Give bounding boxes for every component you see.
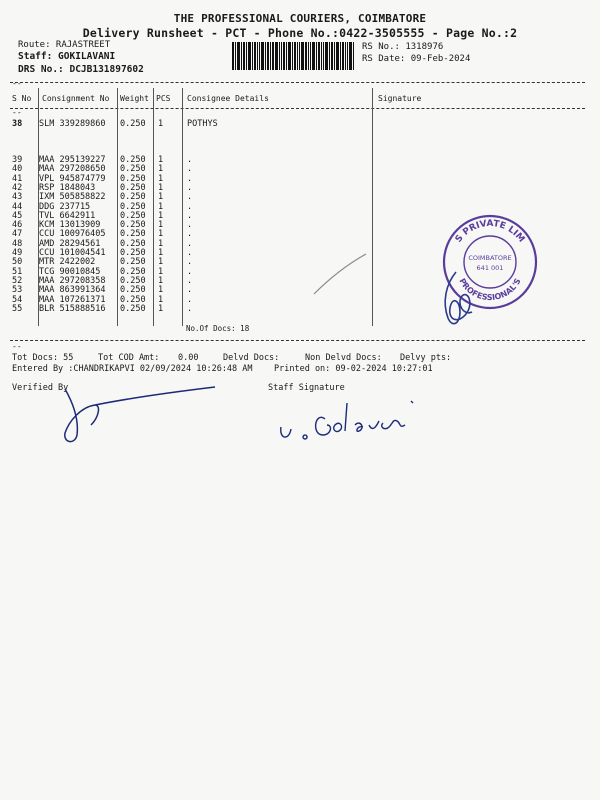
cell-consignment: AMD 28294561 [39, 238, 101, 249]
cell-sno: 38 [12, 119, 23, 129]
cell-sno: 50 [12, 257, 23, 268]
cell-weight: 0.250 [120, 220, 146, 231]
stamp-signature [438, 262, 488, 334]
cell-details: . [187, 192, 193, 203]
cell-sno: 49 [12, 248, 23, 258]
cell-pcs: 1 [158, 164, 164, 175]
totals-divider [10, 340, 585, 341]
cell-pcs: 1 [158, 192, 164, 203]
tot-docs: Tot Docs: 55 [12, 353, 74, 363]
stamp-city: COIMBATORE [468, 254, 512, 262]
route-label: Route: RAJASTREET [18, 40, 111, 50]
cell-sno: 39 [12, 155, 23, 165]
cell-sno: 53 [12, 285, 23, 296]
cell-consignment: KCM 13013909 [39, 220, 101, 231]
cell-details: . [187, 164, 193, 175]
cell-weight: 0.250 [120, 285, 146, 296]
cell-pcs: 1 [158, 238, 164, 249]
cell-weight: 0.250 [120, 248, 146, 258]
cell-pcs: 1 [158, 210, 164, 221]
staff-signature-label: Staff Signature [268, 383, 345, 393]
cell-pcs: 1 [158, 220, 164, 231]
cell-details: . [187, 229, 193, 240]
cell-pcs: 1 [158, 173, 164, 184]
cell-pcs: 1 [158, 257, 164, 268]
cell-weight: 0.250 [120, 192, 146, 203]
header-divider-top [10, 82, 585, 83]
delvd-docs: Delvd Docs: [223, 353, 280, 363]
cell-sno: 41 [12, 173, 23, 184]
tot-cod-value: 0.00 [178, 353, 199, 363]
verified-by-label: Verified By [12, 383, 69, 393]
cell-sno: 45 [12, 210, 23, 221]
cell-consignment: MTR 2422002 [39, 257, 96, 268]
cell-consignment: RSP 1848043 [39, 182, 96, 193]
cell-details: . [187, 155, 193, 165]
cell-weight: 0.250 [120, 238, 146, 249]
cell-consignment: TVL 6642911 [39, 210, 96, 221]
cell-sno: 51 [12, 266, 23, 277]
cell-details: . [187, 248, 193, 258]
bottom-marker: -- [12, 342, 22, 351]
cell-consignment: MAA 863991364 [39, 285, 106, 296]
cell-pcs: 1 [158, 303, 164, 314]
sub-marker: -- [12, 108, 22, 117]
verifier-signature [55, 385, 220, 447]
drs-number: DRS No.: DCJB131897602 [18, 64, 144, 75]
cell-consignment: IXM 505858822 [39, 192, 106, 203]
cell-consignment: MAA 295139227 [39, 155, 106, 165]
cell-consignment: VPL 945874779 [39, 173, 106, 184]
staff-signature [275, 395, 435, 447]
cell-details: . [187, 238, 193, 249]
cell-consignment: MAA 297208358 [39, 275, 106, 286]
runsheet-subtitle: Delivery Runsheet - PCT - Phone No.:0422-3505555 - Page No.:2 [82, 26, 518, 40]
delvy-pts: Delvy pts: [400, 353, 452, 363]
cell-weight: 0.250 [120, 119, 146, 129]
cell-sno: 54 [12, 294, 23, 305]
cell-pcs: 1 [158, 119, 164, 129]
cell-pcs: 1 [158, 294, 164, 305]
cell-details: . [187, 201, 193, 212]
col-pcs: PCS [156, 94, 171, 103]
cell-pcs: 1 [158, 248, 164, 258]
cell-weight: 0.250 [120, 155, 146, 165]
cell-details: . [187, 285, 193, 296]
cell-consignment: DDG 237715 [39, 201, 91, 212]
barcode-image [232, 42, 354, 70]
pencil-mark [310, 250, 370, 300]
rs-date: RS Date: 09-Feb-2024 [362, 54, 471, 64]
cell-details: . [187, 210, 193, 221]
tot-cod-label: Tot COD Amt: [98, 353, 160, 363]
cell-pcs: 1 [158, 275, 164, 286]
printed-on: Printed on: 09-02-2024 10:27:01 [274, 364, 433, 374]
cell-sno: 47 [12, 229, 23, 240]
cell-details: . [187, 266, 193, 277]
cell-consignment: BLR 515888516 [39, 303, 106, 314]
cell-details: . [187, 220, 193, 231]
col-weight: Weight [120, 94, 149, 103]
cell-sno: 46 [12, 220, 23, 231]
col-sno: S No [12, 94, 32, 103]
cell-weight: 0.250 [120, 303, 146, 314]
cell-pcs: 1 [158, 266, 164, 277]
table-row [0, 120, 600, 130]
cell-weight: 0.250 [120, 210, 146, 221]
cell-pcs: 1 [158, 285, 164, 296]
cell-weight: 0.250 [120, 164, 146, 175]
cell-details: . [187, 257, 193, 268]
cell-consignment: MAA 107261371 [39, 294, 106, 305]
cell-sno: 43 [12, 192, 23, 203]
cell-details: . [187, 182, 193, 193]
cell-consignment: SLM 339289860 [39, 119, 106, 129]
stamp-text-bottom: PROFESSIONAL'S [457, 276, 523, 303]
stamp-pin: 641 001 [476, 264, 504, 272]
cell-details: . [187, 294, 193, 305]
col-details: Consignee Details [187, 94, 269, 103]
company-title: THE PROFESSIONAL COURIERS, COIMBATORE [173, 12, 427, 25]
cell-consignment: TCG 90010845 [39, 266, 101, 277]
cell-details: POTHYS [187, 119, 218, 129]
col-consignment: Consignment No [42, 94, 110, 103]
cell-weight: 0.250 [120, 266, 146, 277]
cell-details: . [187, 275, 193, 286]
col-signature: Signature [378, 94, 422, 103]
stamp-text-top: S PRIVATE LIM [453, 218, 527, 245]
no-of-docs: No.Of Docs: 18 [186, 324, 250, 333]
cell-sno: 44 [12, 201, 23, 212]
cell-weight: 0.250 [120, 201, 146, 212]
non-delvd-docs: Non Delvd Docs: [305, 353, 382, 363]
top-marker: -- [12, 79, 22, 88]
staff-label: Staff: GOKILAVANI [18, 51, 116, 62]
cell-consignment: CCU 101004541 [39, 248, 106, 258]
cell-pcs: 1 [158, 182, 164, 193]
cell-weight: 0.250 [120, 275, 146, 286]
cell-pcs: 1 [158, 155, 164, 165]
cell-sno: 42 [12, 182, 23, 193]
cell-pcs: 1 [158, 229, 164, 240]
cell-details: . [187, 173, 193, 184]
cell-sno: 55 [12, 303, 23, 314]
cell-weight: 0.250 [120, 182, 146, 193]
cell-weight: 0.250 [120, 173, 146, 184]
cell-consignment: CCU 100976405 [39, 229, 106, 240]
cell-pcs: 1 [158, 201, 164, 212]
header-divider-bottom [10, 108, 585, 109]
cell-weight: 0.250 [120, 257, 146, 268]
cell-consignment: MAA 297208650 [39, 164, 106, 175]
entered-by: Entered By :CHANDRIKAPVI 02/09/2024 10:26:48 AM [12, 364, 253, 374]
cell-sno: 48 [12, 238, 23, 249]
cell-sno: 52 [12, 275, 23, 286]
cell-weight: 0.250 [120, 229, 146, 240]
cell-sno: 40 [12, 164, 23, 175]
cell-details: . [187, 303, 193, 314]
rs-number: RS No.: 1318976 [362, 42, 444, 52]
cell-weight: 0.250 [120, 294, 146, 305]
